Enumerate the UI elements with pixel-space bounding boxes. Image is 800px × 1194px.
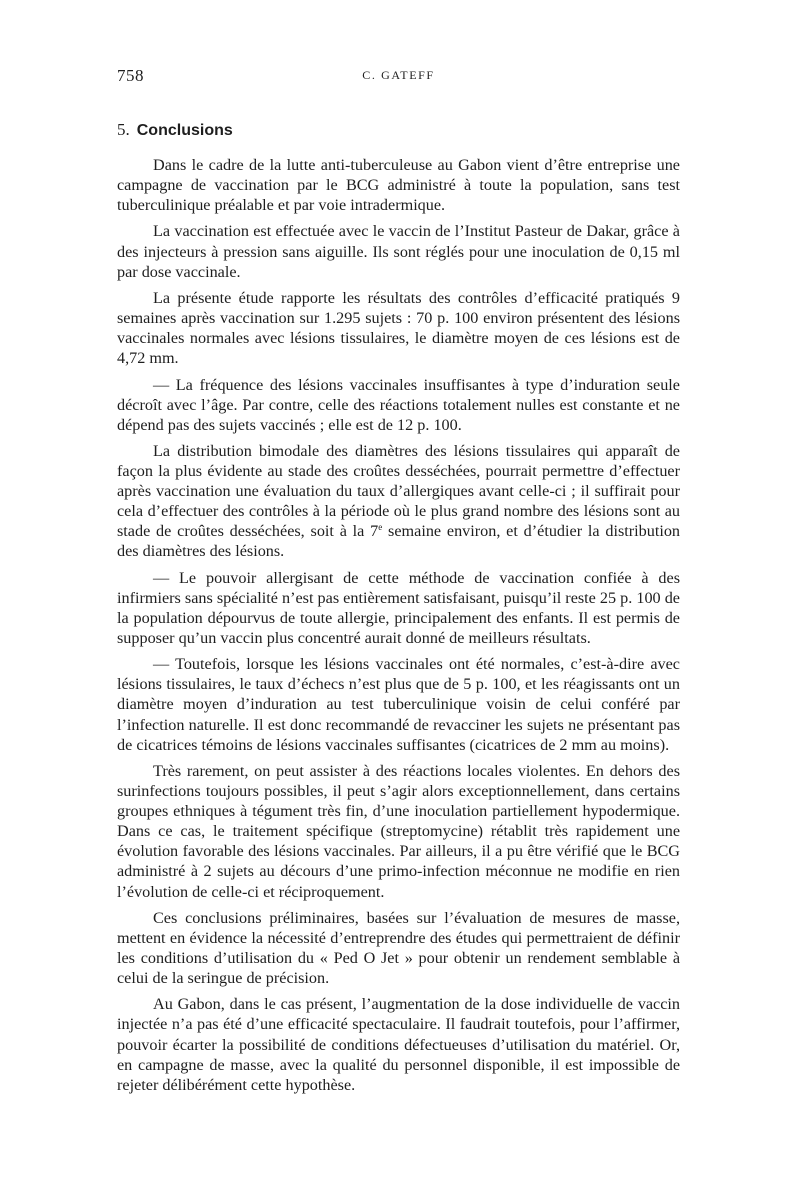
paragraph: — Toutefois, lorsque les lésions vaccinales ont été normales, c’est-à-dire avec lésions tissulaires, le taux d’échecs n’est plus que de 5 p. 100, et les réagissants ont un diamètre moyen d’induration au test tuberculinique voisin de celui conféré par l’infection naturelle. Il est donc recommandé de revacciner les sujets ne présentant pas de cicatrices témoins de lésions vaccinales suffisantes (cicatrices de 2 mm au moins). — [117, 655, 680, 754]
paragraph: La présente étude rapporte les résultats des contrôles d’efficacité pratiqués 9 semaines après vaccination sur 1.295 sujets : 70 p. 100 environ présentent des lésions vaccinales normales avec lésions tissulaires, le diamètre moyen de ces lésions est de 4,72 mm. — [117, 288, 680, 368]
section-heading — [117, 120, 233, 140]
section-title: Conclusions — [136, 122, 233, 139]
paragraph-text: semaine environ, et d’étudier la distribution des diamètres des lésions. — [117, 522, 681, 561]
paragraph-text: La distribution bimodale des diamètres des lésions tissulaires qui apparaît de façon la plus évidente au stade des croûtes desséchées, pourrait permettre d’effectuer après vaccination une évaluation du taux d’allergiques avant celle-ci ; il suffirait pour cela d’effectuer des contrôles à la période où le plus grand nombre des lésions sont au stade de croûtes desséchées, soit à la 7 — [117, 441, 680, 541]
running-head-author: C. GATEFF — [362, 68, 435, 82]
paragraph: Ces conclusions préliminaires, basées sur l’évaluation de mesures de masse, mettent en évidence la nécessité d’entreprendre des études qui permettraient de définir les conditions d’utilisation du « Ped O Jet » pour obtenir un rendement semblable à celui de la seringue de précision. — [117, 908, 680, 988]
body-text — [117, 155, 680, 1101]
paragraph: Au Gabon, dans le cas présent, l’augmentation de la dose individuelle de vaccin injectée n’a pas été d’une efficacité spectaculaire. Il faudrait toutefois, pour l’affirmer, pouvoir écarter la possibilité de conditions défectueuses d’utilisation du matériel. Or, en campagne de masse, avec la qualité du personnel disponible, il est impossible de rejeter délibérément cette hypothèse. — [117, 995, 680, 1094]
paragraph: Très rarement, on peut assister à des réactions locales violentes. En dehors des surinfections toujours possibles, il peut s’agir alors exceptionnellement, dans certains groupes ethniques à tégument très fin, d’une inoculation partiellement hypodermique. Dans ce cas, le traitement spécifique (streptomycine) rétablit très rapidement une évolution favorable des lésions vaccinales. Par ailleurs, il a pu être vérifié que le BCG administré à 2 sujets au décours d’une primo-infection méconnue ne modifie en rien l’évolution de celle-ci et réciproquement. — [117, 761, 680, 901]
paragraph: La vaccination est effectuée avec le vaccin de l’Institut Pasteur de Dakar, grâce à des injecteurs à pression sans aiguille. Ils sont réglés pour une inoculation de 0,15 ml par dose vaccinale. — [117, 222, 680, 281]
section-number: 5. — [117, 120, 130, 139]
superscript: e — [378, 522, 383, 533]
running-header — [117, 66, 680, 90]
paragraph — [117, 441, 680, 562]
page-number: 758 — [117, 66, 144, 85]
paragraph: Dans le cadre de la lutte anti-tuberculeuse au Gabon vient d’être entreprise une campagne de vaccination par le BCG administré à toute la population, sans test tuberculinique préalable et par voie intradermique. — [117, 156, 680, 215]
paragraph: — Le pouvoir allergisant de cette méthode de vaccination confiée à des infirmiers sans spécialité n’est pas entièrement satisfaisant, puisqu’il reste 25 p. 100 de la population dépourvus de toute allergie, principalement des enfants. Il est permis de supposer qu’un vaccin plus concentré aurait donné de meilleurs résultats. — [117, 568, 680, 647]
paragraph: — La fréquence des lésions vaccinales insuffisantes à type d’induration seule décroît avec l’âge. Par contre, celle des réactions totalement nulles est constante et ne dépend pas des sujets vaccinés ; elle est de 12 p. 100. — [117, 375, 680, 434]
